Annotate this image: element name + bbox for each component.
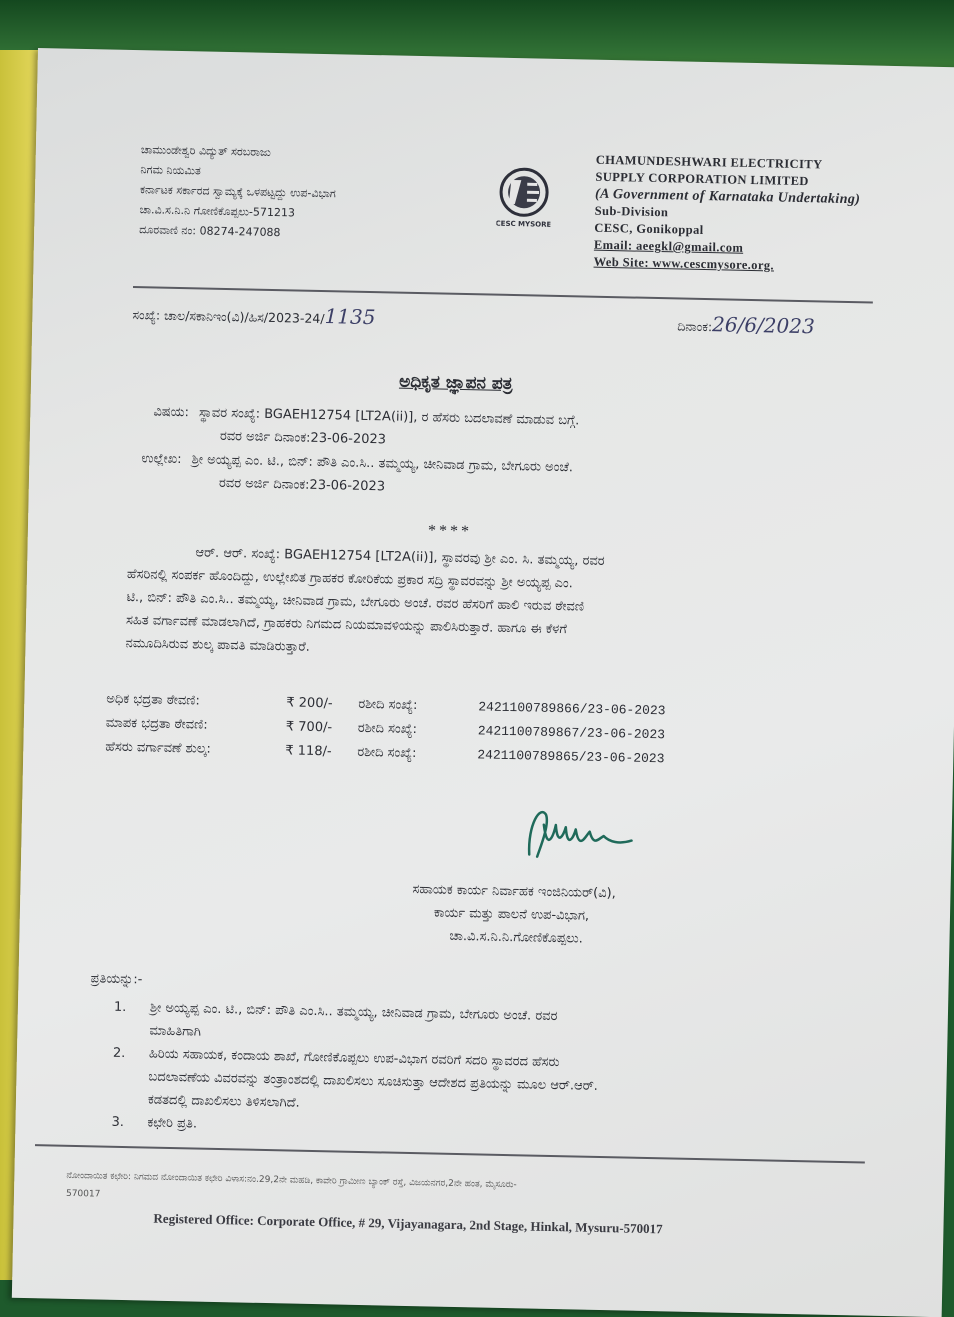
copy-line: ಕಡತದಲ್ಲಿ ದಾಖಲಿಸಲು ತಿಳಿಸಲಾಗಿದೆ. xyxy=(147,1092,300,1111)
company-tagline: (A Government of Karnataka Undertaking) xyxy=(594,186,861,208)
reference-number-label: ಸಂಖ್ಯೆ: ಚಾಲ/ಸಕಾನಿಇಂ(ವಿ)/ಹಿಸ/2023-24/ xyxy=(132,307,325,327)
svg-text:CESC MYSORE: CESC MYSORE xyxy=(496,219,552,229)
letter-page xyxy=(12,48,954,1317)
website-link[interactable]: Web Site: www.cescmysore.org. xyxy=(593,254,775,273)
footer-registered-office: Registered Office: Corporate Office, # 29, Vijayanagara, 2nd Stage, Hinkal, Mysuru-570017 xyxy=(153,1210,663,1237)
header-kn-line: ನಿಗಮ ನಿಯಮಿತ xyxy=(140,163,201,178)
cesc-logo xyxy=(496,166,551,231)
reference-applicant: ಶ್ರೀ ಅಯ್ಯಪ್ಪ ಎಂ. ಟಿ., ಬಿನ್: ಪೌತಿ ಎಂ.ಸಿ.. ತಮ್ಮಯ್ಯ, ಚೀನಿವಾಡ ಗ್ರಾಮ, ಬೇಗೂರು ಅಂಚೆ. xyxy=(191,452,574,476)
header-kn-line: ಕರ್ನಾಟಕ ಸರ್ಕಾರದ ಸ್ವಾಮ್ಯಕ್ಕೆ ಒಳಪಟ್ಟದ್ದು ಉಪ-ವಿಭಾಗ xyxy=(139,183,336,201)
copy-number: 3. xyxy=(111,1114,125,1131)
reference-number xyxy=(132,300,375,329)
fee-label: ಮಾಪಕ ಭದ್ರತಾ ಠೇವಣಿ: xyxy=(105,715,208,733)
signatory-office: ಕಾರ್ಯ ಮತ್ತು ಪಾಲನೆ ಉಪ-ವಿಭಾಗ, xyxy=(433,905,590,924)
fee-label: ಅಧಿಕ ಭದ್ರತಾ ಠೇವಣಿ: xyxy=(106,691,201,709)
receipt-label: ರಶೀದಿ ಸಂಖ್ಯೆ: xyxy=(357,744,417,762)
body-line: ಆರ್. ಆರ್. ಸಂಖ್ಯೆ: BGAEH12754 [LT2A(ii)], ಸ್ಥಾವರವು ಶ್ರೀ ಎಂ. ಸಿ. ತಮ್ಮಯ್ಯ, ರವರ xyxy=(195,545,605,569)
subdivision-label: Sub-Division xyxy=(594,203,669,220)
fee-amount: ₹ 118/- xyxy=(285,743,332,760)
body-line: ಹೆಸರಿನಲ್ಲಿ ಸಂಪರ್ಕ ಹೊಂದಿದ್ದು, ಉಲ್ಲೇಖಿತ ಗ್ರಾಹಕರ ಕೋರಿಕೆಯ ಪ್ರಕಾರ ಸದ್ರಿ ಸ್ಥಾವರವನ್ನು ಶ್ರೀ ಅಯ್ಯಪ್ಪ ಎಂ. xyxy=(126,566,573,592)
fee-amount: ₹ 700/- xyxy=(285,719,333,736)
header-kn-line: ದೂರವಾಣಿ ನಂ: 08274-247088 xyxy=(139,223,281,240)
copy-number: 1. xyxy=(113,999,127,1016)
fee-amount: ₹ 200/- xyxy=(286,695,333,712)
office-name: CESC, Gonikoppal xyxy=(594,220,704,237)
company-name-line1: CHAMUNDESHWARI ELECTRICITY xyxy=(595,152,823,172)
company-name-line2: SUPPLY CORPORATION LIMITED xyxy=(595,169,809,189)
copies-list xyxy=(111,996,599,1144)
subject-line: ಸ್ಥಾವರ ಸಂಖ್ಯೆ: BGAEH12754 [LT2A(ii)], ರ ಹೆಸರು ಬದಲಾವಣೆ ಮಾಡುವ ಬಗ್ಗೆ. xyxy=(198,405,580,429)
header-kn-line: ಚಾಮುಂಡೇಶ್ವರಿ ವಿದ್ಯುತ್ ಸರಬರಾಜು xyxy=(140,143,271,159)
reference-application-date: ರವರ ಅರ್ಜಿ ದಿನಾಂಕ:23-06-2023 xyxy=(218,475,386,495)
body-line: ಟಿ., ಬಿನ್: ಪೌತಿ ಎಂ.ಸಿ.. ತಮ್ಮಯ್ಯ, ಚೀನಿವಾಡ ಗ್ರಾಮ, ಬೇಗೂರು ಅಂಚೆ. ರವರ ಹೆಸರಿಗೆ ಹಾಲಿ ಇರುವ ಠೇವಣಿ xyxy=(126,589,585,615)
copy-number: 2. xyxy=(112,1045,126,1062)
subject-application-date: ರವರ ಅರ್ಜಿ ದಿನಾಂಕ:23-06-2023 xyxy=(219,428,387,448)
signatory-location: ಚಾ.ವಿ.ಸ.ನಿ.ನಿ.ಗೋಣಿಕೊಪ್ಪಲು. xyxy=(449,928,583,947)
header-english xyxy=(593,152,861,277)
footer-kannada: ನೋಂದಾಯಿತ ಕಛೇರಿ: ನಿಗಮದ ನೋಂದಾಯಿತ ಕಛೇರಿ ವಿಳಾಸ:ನಂ.29,2ನೇ ಮಹಡಿ, ಕಾವೇರಿ ಗ್ರಾಮೀಣ ಬ್ಯಾಂಕ್ ರಸ್ತೆ, ವಿಜಯನಗರ,2ನೇ ಹಂತ, ಮೈಸೂರು- xyxy=(66,1170,517,1191)
receipt-label: ರಶೀದಿ ಸಂಖ್ಯೆ: xyxy=(357,720,418,738)
receipt-number: 2421100789866/23-06-2023 xyxy=(478,699,666,719)
email-link[interactable]: Email: aeegkl@gmail.com xyxy=(593,237,744,255)
subject-label: ವಿಷಯ: xyxy=(153,404,190,421)
receipt-number: 2421100789867/23-06-2023 xyxy=(477,723,666,743)
receipt-number: 2421100789865/23-06-2023 xyxy=(477,747,665,767)
copies-heading: ಪ್ರತಿಯನ್ನು:- xyxy=(90,971,143,988)
signature xyxy=(509,794,651,882)
body-line: ನಮೂದಿಸಿರುವ ಶುಲ್ಕ ಪಾವತಿ ಮಾಡಿರುತ್ತಾರೆ. xyxy=(125,635,310,655)
separator-stars: **** xyxy=(427,522,473,541)
copy-line: ಶ್ರೀ ಅಯ್ಯಪ್ಪ ಎಂ. ಟಿ., ಬಿನ್: ಪೌತಿ ಎಂ.ಸಿ.. ತಮ್ಮಯ್ಯ, ಚೀನಿವಾಡ ಗ್ರಾಮ, ಬೇಗೂರು ಅಂಚೆ. ರವರ xyxy=(149,1000,558,1025)
date-label: ದಿನಾಂಕ: xyxy=(677,318,713,335)
copy-line: ಮಾಹಿತಿಗಾಗಿ xyxy=(149,1023,202,1040)
reference-number-handwritten: 1135 xyxy=(324,304,376,330)
copy-line: ಕಛೇರಿ ಪ್ರತಿ. xyxy=(147,1115,198,1132)
header-kn-line: ಚಾ.ವಿ.ಸ.ನಿ.ನಿ ಗೋಣಿಕೊಪ್ಪಲು-571213 xyxy=(139,203,296,220)
footer-divider xyxy=(35,1144,865,1163)
signatory-block xyxy=(411,878,616,951)
memo-title: ಅಧಿಕೃತ ಜ್ಞಾಪನ ಪತ್ರ xyxy=(398,371,513,395)
footer-kannada-pincode: 570017 xyxy=(65,1188,101,1200)
body-paragraph xyxy=(125,540,605,665)
date-handwritten: 26/6/2023 xyxy=(711,312,815,339)
reference-date xyxy=(677,311,815,338)
header-kannada xyxy=(139,140,337,244)
body-line: ಸಹಿತ ವರ್ಗಾವಣೆ ಮಾಡಲಾಗಿದೆ, ಗ್ರಾಹಕರು ನಿಗಮದ ನಿಯಮಾವಳಿಯನ್ನು ಪಾಲಿಸಿರುತ್ತಾರೆ. ಹಾಗೂ ಈ ಕೆಳಗೆ xyxy=(125,612,568,638)
copy-line: ಬದಲಾವಣೆಯ ವಿವರವನ್ನು ತಂತ್ರಾಂಶದಲ್ಲಿ ದಾಖಲಿಸಲು ಸೂಚಿಸುತ್ತಾ ಆದೇಶದ ಪ್ರತಿಯನ್ನು ಮೂಲ ಆರ್.ಆರ್. xyxy=(148,1069,599,1094)
header-divider xyxy=(133,286,873,303)
copy-line: ಹಿರಿಯ ಸಹಾಯಕ, ಕಂದಾಯ ಶಾಖೆ, ಗೋಣಿಕೊಪ್ಪಲು ಉಪ-ವಿಭಾಗ ರವರಿಗೆ ಸದರಿ ಸ್ಥಾವರದ ಹೆಸರು xyxy=(148,1046,560,1071)
reference-label: ಉಲ್ಲೇಖ: xyxy=(141,451,182,468)
receipt-label: ರಶೀದಿ ಸಂಖ್ಯೆ: xyxy=(358,696,418,714)
signatory-title: ಸಹಾಯಕ ಕಾರ್ಯ ನಿರ್ವಾಹಕ ಇಂಜಿನಿಯರ್(ವಿ), xyxy=(412,882,616,902)
copy-item xyxy=(112,1042,599,1121)
fee-label: ಹೆಸರು ವರ್ಗಾವಣೆ ಶುಲ್ಕ: xyxy=(105,739,212,757)
